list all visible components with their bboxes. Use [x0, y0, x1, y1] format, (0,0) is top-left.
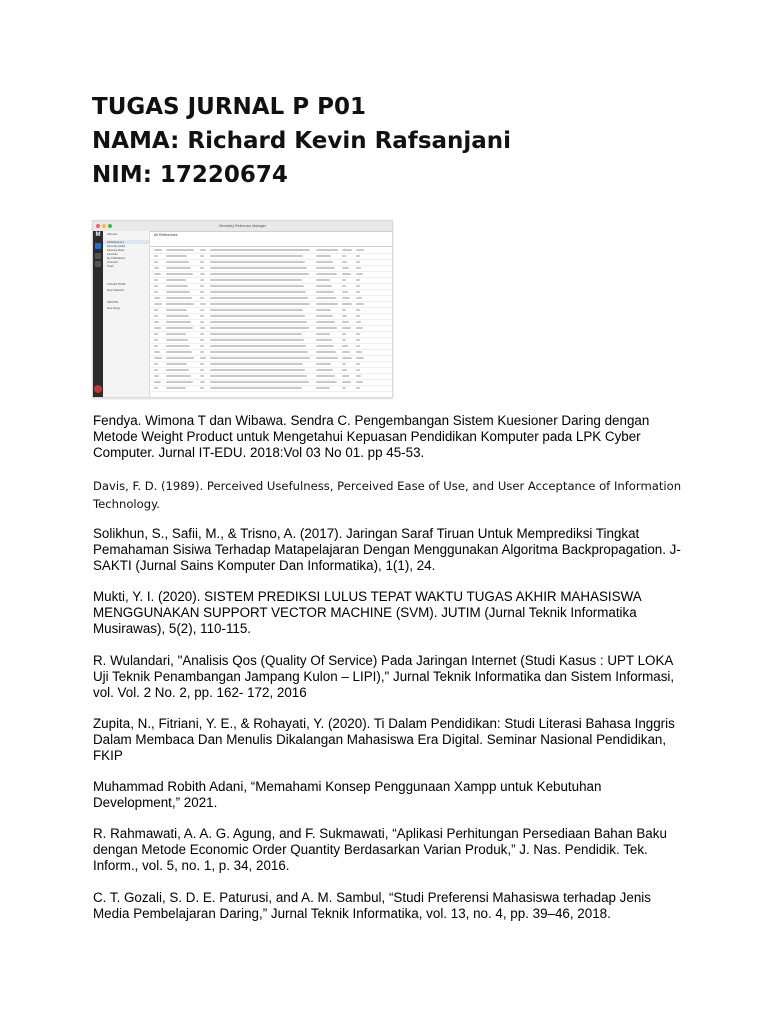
table-cell — [342, 279, 346, 281]
table-cell — [200, 255, 204, 257]
document-title: TUGAS JURNAL P P01 — [92, 94, 367, 120]
sidebar-item: New Group — [107, 307, 121, 310]
table-cell — [356, 333, 360, 335]
table-cell — [166, 387, 186, 389]
table-cell — [200, 327, 205, 329]
table-cell — [356, 303, 364, 305]
table-cell — [356, 279, 360, 281]
table-cell — [316, 315, 333, 317]
table-cell — [166, 363, 187, 365]
table-cell — [356, 273, 363, 275]
table-cell — [154, 327, 161, 329]
table-cell — [356, 381, 363, 383]
table-cell — [166, 291, 190, 293]
table-cell — [342, 261, 347, 263]
table-cell — [342, 363, 346, 365]
table-cell — [316, 255, 331, 257]
table-cell — [356, 387, 360, 389]
table-cell — [154, 285, 158, 287]
table-cell — [316, 345, 334, 347]
table-cell — [342, 321, 349, 323]
table-cell — [316, 363, 331, 365]
table-cell — [356, 351, 362, 353]
table-cell — [210, 327, 309, 329]
table-cell — [316, 321, 335, 323]
table-cell — [166, 273, 193, 275]
table-cell — [316, 333, 330, 335]
table-cell — [200, 333, 204, 335]
sidebar-item: Recently Read — [107, 249, 125, 252]
table-cell — [316, 357, 338, 359]
table-cell — [200, 267, 204, 269]
table-cell — [154, 255, 158, 257]
library-icon — [95, 243, 101, 249]
table-cell — [342, 369, 347, 371]
table-cell — [210, 309, 303, 311]
table-cell — [166, 321, 191, 323]
reference-entry: Fendya. Wimona T dan Wibawa. Sendra C. Pengembangan Sistem Kuesioner Daring dengan Metode Weight Product untuk Mengetahui Kepuasan Pendidikan Komputer pada LPK Cyber Computer. Jurnal IT-EDU. 2018:Vol 03 No 01. pp 45-53. — [93, 413, 650, 460]
document-header — [92, 90, 511, 192]
table-cell — [166, 297, 192, 299]
table-cell — [316, 297, 336, 299]
maximize-window-icon — [108, 224, 112, 228]
references-table — [150, 231, 392, 397]
sidebar-item: New Collection — [107, 289, 125, 292]
table-cell — [210, 255, 303, 257]
table-cell — [154, 315, 158, 317]
table-cell — [200, 297, 204, 299]
table-cell — [356, 315, 360, 317]
table-cell — [154, 267, 159, 269]
avatar — [94, 385, 102, 393]
table-cell — [316, 303, 338, 305]
table-cell — [316, 309, 331, 311]
table-cell — [200, 321, 204, 323]
table-cell — [356, 291, 360, 293]
table-cell — [342, 333, 346, 335]
reference-entry: Mukti, Y. I. (2020). SISTEM PREDIKSI LULUS TEPAT WAKTU TUGAS AKHIR MAHASISWA MENGGUNAKAN SUPPORT VECTOR MACHINE (SVM). JUTIM (Jurnal Teknik Informatika Musirawas), 5(2), 110-115. — [93, 589, 641, 636]
table-cell — [342, 357, 352, 359]
table-cell — [154, 249, 162, 251]
table-cell — [356, 255, 360, 257]
section-title: All References — [154, 233, 178, 237]
table-cell — [210, 273, 309, 275]
table-cell — [210, 249, 310, 251]
table-cell — [154, 381, 161, 383]
table-cell — [356, 375, 361, 377]
table-cell — [166, 267, 191, 269]
table-cell — [356, 321, 361, 323]
sidebar-item: Recently Added — [107, 245, 126, 248]
table-cell — [210, 321, 307, 323]
table-cell — [154, 309, 158, 311]
table-cell — [356, 327, 363, 329]
table-cell — [210, 261, 305, 263]
table-cell — [166, 303, 194, 305]
table-cell — [154, 273, 161, 275]
table-cell — [210, 387, 302, 389]
table-cell — [210, 279, 302, 281]
table-cell — [210, 339, 304, 341]
table-cell — [342, 375, 349, 377]
search-icon — [95, 261, 101, 267]
table-cell — [316, 369, 333, 371]
close-window-icon — [96, 224, 100, 228]
table-cell — [316, 279, 330, 281]
table-cell — [356, 339, 360, 341]
table-cell — [210, 303, 310, 305]
table-cell — [154, 387, 158, 389]
table-row — [150, 385, 392, 392]
table-cell — [342, 303, 352, 305]
table-cell — [200, 381, 205, 383]
table-cell — [356, 261, 360, 263]
table-cell — [316, 261, 333, 263]
table-cell — [200, 315, 204, 317]
table-cell — [342, 273, 351, 275]
table-cell — [356, 345, 360, 347]
table-cell — [316, 285, 332, 287]
table-cell — [166, 333, 186, 335]
table-cell — [356, 357, 364, 359]
table-cell — [356, 369, 360, 371]
table-cell — [316, 351, 336, 353]
table-cell — [200, 351, 204, 353]
reference-entry: Solikhun, S., Safii, M., & Trisno, A. (2017). Jaringan Saraf Tiruan Untuk Memprediksi Tingkat Pemahaman Sisiwa Terhadap Matapelajaran Dengan Menggunakan Algoritma Backpropagation. J-SAKTI (Jurnal Sains Komputer Dan Informatika), 1(1), 24. — [93, 526, 681, 573]
table-cell — [210, 369, 305, 371]
mendeley-logo-icon: M — [95, 232, 101, 238]
table-cell — [210, 363, 303, 365]
table-cell — [166, 279, 186, 281]
sidebar-item: Add new — [107, 233, 118, 236]
reference-entry: Muhammad Robith Adani, “Memahami Konsep Penggunaan Xampp untuk Kebutuhan Development,” 2021. — [93, 779, 602, 810]
table-cell — [342, 387, 346, 389]
notebook-icon — [95, 253, 101, 259]
table-cell — [342, 339, 346, 341]
table-cell — [154, 279, 158, 281]
sidebar-item: My Publications — [107, 257, 126, 260]
table-cell — [210, 315, 305, 317]
sidebar-item: Trash — [107, 265, 114, 268]
table-cell — [200, 285, 204, 287]
sidebar-item: All References — [107, 241, 124, 244]
sidebar-item: GROUPS — [107, 301, 119, 304]
table-cell — [210, 297, 308, 299]
table-cell — [356, 285, 360, 287]
table-cell — [166, 345, 190, 347]
table-cell — [210, 285, 304, 287]
table-cell — [210, 345, 306, 347]
table-cell — [356, 249, 364, 251]
table-cell — [154, 291, 158, 293]
table-cell — [210, 375, 307, 377]
table-cell — [342, 351, 350, 353]
table-cell — [154, 339, 158, 341]
reference-entry: Davis, F. D. (1989). Perceived Usefulness, Perceived Ease of Use, and User Acceptance of Information Technology. — [93, 479, 682, 511]
table-cell — [154, 369, 158, 371]
table-cell — [154, 363, 158, 365]
table-cell — [342, 297, 350, 299]
table-cell — [316, 291, 334, 293]
table-cell — [166, 375, 191, 377]
table-cell — [154, 351, 160, 353]
table-cell — [166, 339, 188, 341]
table-cell — [210, 267, 307, 269]
table-cell — [154, 303, 162, 305]
table-cell — [200, 273, 205, 275]
window-titlebar: Mendeley Reference Manager — [93, 221, 392, 232]
table-cell — [200, 261, 204, 263]
table-cell — [342, 381, 351, 383]
table-cell — [316, 339, 332, 341]
table-cell — [342, 255, 346, 257]
table-cell — [200, 303, 206, 305]
table-cell — [200, 339, 204, 341]
table-cell — [200, 309, 204, 311]
table-cell — [210, 357, 310, 359]
sidebar-item: Favorites — [107, 253, 118, 256]
table-cell — [166, 357, 194, 359]
table-cell — [210, 351, 308, 353]
table-cell — [316, 327, 337, 329]
table-cell — [154, 321, 159, 323]
table-cell — [154, 375, 159, 377]
table-cell — [316, 273, 337, 275]
table-cell — [166, 285, 188, 287]
table-cell — [356, 267, 361, 269]
table-cell — [316, 375, 335, 377]
table-cell — [166, 315, 189, 317]
table-cell — [316, 267, 335, 269]
table-cell — [166, 249, 194, 251]
mendeley-screenshot — [92, 220, 393, 398]
table-cell — [210, 291, 306, 293]
table-cell — [166, 309, 187, 311]
table-cell — [200, 357, 206, 359]
table-cell — [210, 381, 309, 383]
table-cell — [200, 369, 204, 371]
table-cell — [154, 357, 162, 359]
table-cell — [316, 249, 338, 251]
table-cell — [200, 363, 204, 365]
table-cell — [356, 309, 360, 311]
table-cell — [316, 387, 330, 389]
table-cell — [200, 387, 204, 389]
table-cell — [166, 255, 187, 257]
reference-entry: R. Rahmawati, A. A. G. Agung, and F. Sukmawati, “Aplikasi Perhitungan Persediaan Bahan Baku dengan Metode Economic Order Quantity Berdasarkan Varian Produk,” J. Nas. Pendidik. Tek. Inform., vol. 5, no. 1, p. 34, 2016. — [93, 826, 667, 873]
table-cell — [166, 369, 189, 371]
student-name: NAMA: Richard Kevin Rafsanjani — [92, 128, 512, 154]
table-cell — [210, 333, 302, 335]
table-cell — [200, 279, 204, 281]
table-cell — [154, 261, 158, 263]
table-cell — [166, 381, 193, 383]
table-cell — [356, 363, 360, 365]
table-cell — [200, 291, 204, 293]
table-cell — [166, 261, 189, 263]
reference-entry: Zupita, N., Fitriani, Y. E., & Rohayati, Y. (2020). Ti Dalam Pendidikan: Studi Literasi Bahasa Inggris Dalam Membaca Dan Menulis Dikalangan Mahasiswa Era Digital. Seminar Nasional Pendidikan, FKIP — [93, 716, 675, 763]
table-cell — [154, 345, 158, 347]
table-cell — [200, 345, 204, 347]
sidebar-item: Unsorted — [107, 261, 118, 264]
table-cell — [356, 297, 362, 299]
table-cell — [342, 285, 346, 287]
table-cell — [200, 375, 204, 377]
app-rail — [93, 231, 103, 397]
table-cell — [200, 249, 206, 251]
table-cell — [342, 327, 351, 329]
minimize-window-icon — [102, 224, 106, 228]
table-cell — [342, 291, 348, 293]
sidebar-item: COLLECTIONS — [107, 283, 126, 286]
reference-entry: C. T. Gozali, S. D. E. Paturusi, and A. M. Sambul, “Studi Preferensi Mahasiswa terhadap Jenis Media Pembelajaran Daring,” Jurnal Teknik Informatika, vol. 13, no. 4, pp. 39–46, 2018. — [93, 890, 651, 921]
table-cell — [154, 333, 158, 335]
reference-entry: R. Wulandari, "Analisis Qos (Quality Of Service) Pada Jaringan Internet (Studi Kasus : UPT LOKA Uji Teknik Penambangan Jampang Kulon – LIPI)," Jurnal Teknik Informatika dan Sistem Informasi, vol. Vol. 2 No. 2, pp. 162- 172, 2016 — [93, 653, 675, 700]
table-cell — [166, 327, 193, 329]
table-cell — [342, 309, 346, 311]
sidebar — [103, 231, 150, 397]
student-nim: NIM: 17220674 — [92, 162, 288, 188]
table-cell — [342, 249, 352, 251]
table-cell — [342, 315, 347, 317]
table-cell — [154, 297, 160, 299]
table-cell — [342, 345, 348, 347]
table-cell — [166, 351, 192, 353]
table-cell — [316, 381, 337, 383]
table-cell — [342, 267, 349, 269]
